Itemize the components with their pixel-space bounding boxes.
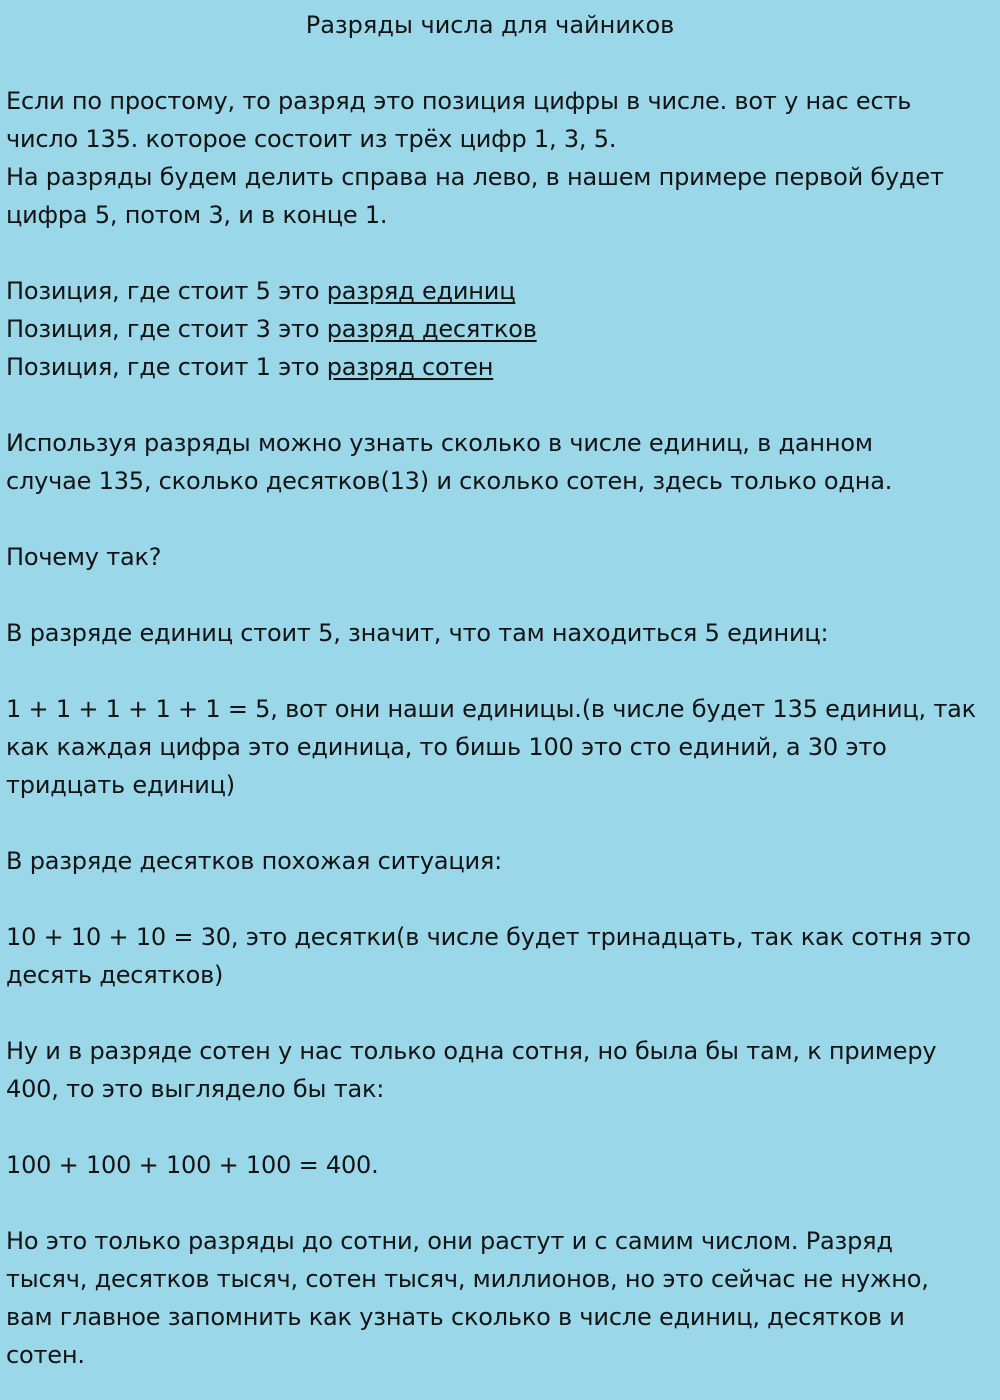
position-hundreds-prefix: Позиция, где стоит 1 это <box>6 353 327 381</box>
units-intro-paragraph <box>6 614 974 652</box>
positions-paragraph <box>6 272 974 386</box>
intro-line-1: Если по простому, то разряд это позиция цифры в числе. вот у нас есть <box>6 87 912 115</box>
conclusion-line-2: тысяч, десятков тысяч, сотен тысяч, миллионов, но это сейчас не нужно, <box>6 1265 929 1293</box>
hundreds-example-line: 100 + 100 + 100 + 100 = 400. <box>6 1151 379 1179</box>
position-row-tens <box>6 310 974 348</box>
units-expl-line-3: тридцать единиц) <box>6 771 235 799</box>
conclusion-line-4: сотен. <box>6 1341 85 1369</box>
tens-expl-line-1: 10 + 10 + 10 = 30, это десятки(в числе будет тринадцать, так как сотня это <box>6 923 971 951</box>
hundreds-example-paragraph <box>6 1146 974 1184</box>
tens-explanation-paragraph <box>6 918 974 994</box>
intro-line-4: цифра 5, потом 3, и в конце 1. <box>6 201 388 229</box>
position-units-prefix: Позиция, где стоит 5 это <box>6 277 327 305</box>
units-expl-line-1: 1 + 1 + 1 + 1 + 1 = 5, вот они наши единицы.(в числе будет 135 единиц, так <box>6 695 976 723</box>
intro-line-2: число 135. которое состоит из трёх цифр 1, 3, 5. <box>6 125 617 153</box>
hundreds-intro-paragraph <box>6 1032 974 1108</box>
tens-expl-line-2: десять десятков) <box>6 961 224 989</box>
tens-rank-link[interactable]: разряд десятков <box>326 315 537 343</box>
tens-intro-paragraph <box>6 842 974 880</box>
units-explanation-paragraph <box>6 690 974 804</box>
units-intro-line: В разряде единиц стоит 5, значит, что там находиться 5 единиц: <box>6 619 829 647</box>
usage-paragraph <box>6 424 974 500</box>
question-line: Почему так? <box>6 543 162 571</box>
hundreds-intro-line-2: 400, то это выглядело бы так: <box>6 1075 385 1103</box>
units-expl-line-2: как каждая цифра это единица, то бишь 100 это сто единий, а 30 это <box>6 733 887 761</box>
hundreds-rank-link[interactable]: разряд сотен <box>326 353 494 381</box>
position-tens-prefix: Позиция, где стоит 3 это <box>6 315 327 343</box>
conclusion-paragraph <box>6 1222 974 1374</box>
usage-line-2: случае 135, сколько десятков(13) и сколько сотен, здесь только одна. <box>6 467 893 495</box>
hundreds-intro-line-1: Ну и в разряде сотен у нас только одна сотня, но была бы там, к примеру <box>6 1037 937 1065</box>
conclusion-line-3: вам главное запомнить как узнать сколько в числе единиц, десятков и <box>6 1303 905 1331</box>
position-row-units <box>6 272 974 310</box>
units-rank-link[interactable]: разряд единиц <box>326 277 516 305</box>
page-title: Разряды числа для чайников <box>305 11 675 39</box>
tens-intro-line: В разряде десятков похожая ситуация: <box>6 847 502 875</box>
usage-line-1: Используя разряды можно узнать сколько в числе единиц, в данном <box>6 429 873 457</box>
conclusion-line-1: Но это только разряды до сотни, они растут и с самим числом. Разряд <box>6 1227 893 1255</box>
intro-paragraph <box>6 82 974 234</box>
intro-line-3: На разряды будем делить справа на лево, в нашем примере первой будет <box>6 163 944 191</box>
question-paragraph <box>6 538 974 576</box>
position-row-hundreds <box>6 348 974 386</box>
